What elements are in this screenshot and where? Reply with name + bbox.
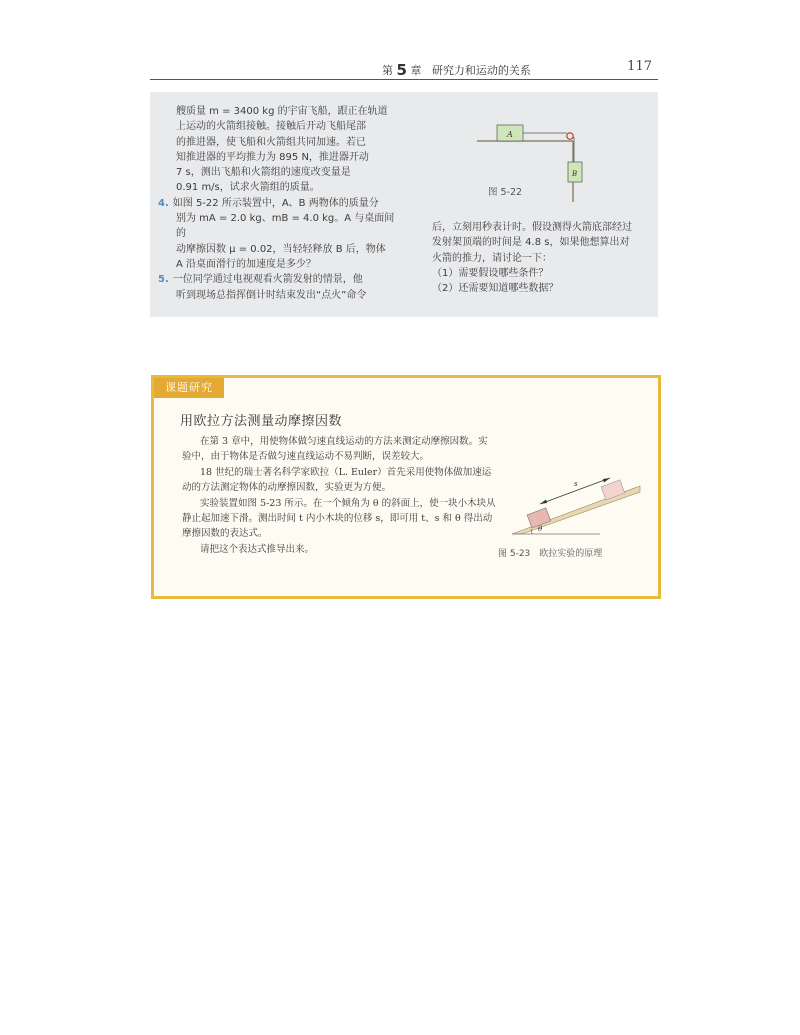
research-body xyxy=(182,434,496,557)
exercise-line: 的推进器，使飞船和火箭组共同加速。若已 xyxy=(176,136,366,148)
question-line: 动摩擦因数 μ = 0.02，当轻轻释放 B 后，物体 xyxy=(176,243,386,255)
page-header xyxy=(150,58,658,80)
fig-label-theta: θ xyxy=(538,525,543,533)
chapter-number: 5 xyxy=(396,61,407,79)
question-line: 一位同学通过电视观看火箭发射的情景，他 xyxy=(172,274,363,286)
research-box xyxy=(151,375,661,599)
research-tag: 课题研究 xyxy=(154,378,224,398)
question-line: A 沿桌面滑行的加速度是多少？ xyxy=(176,258,317,270)
fig-label-b: B xyxy=(572,170,578,178)
exercise-left-column xyxy=(158,104,400,303)
question-line: 发射架顶端的时间是 4.8 s，如果他想算出对 xyxy=(432,237,630,249)
research-paragraph: 实验装置如图 5-23 所示。在一个倾角为 θ 的斜面上，使一块小木块从静止起加速下滑。测出时间 t 内小木块的位移 s，即可用 t、s 和 θ 得出动摩擦因数的表达式。 xyxy=(182,497,496,540)
exercise-line: 0.91 m/s，试求火箭组的质量。 xyxy=(176,182,320,194)
exercise-line: 上运动的火箭组接触。接触后开动飞船尾部 xyxy=(176,121,366,133)
figure-5-22-caption: 图 5-22 xyxy=(488,187,523,198)
chapter-title: 研究力和运动的关系 xyxy=(431,64,531,77)
chapter-suffix: 章 xyxy=(410,64,422,77)
chapter-prefix: 第 xyxy=(382,64,393,77)
fig-label-s: s xyxy=(574,480,578,488)
question-line: 后，立刻用秒表计时。假设测得火箭底部经过 xyxy=(432,222,632,233)
exercise-line: 艘质量 m = 3400 kg 的宇宙飞船，跟正在轨道 xyxy=(176,106,388,117)
exercise-panel xyxy=(150,92,658,317)
question-line: 如图 5-22 所示装置中，A、B 两物体的质量分 xyxy=(172,197,379,209)
exercise-line: 知推进器的平均推力为 895 N，推进器开动 xyxy=(176,151,369,163)
chapter-heading xyxy=(382,61,531,79)
question-line: 别为 mA = 2.0 kg、mB = 4.0 kg。A 与桌面间的 xyxy=(176,213,395,240)
figure-5-23 xyxy=(510,468,642,540)
fig-label-a: A xyxy=(507,130,513,139)
research-paragraph: 18 世纪的瑞士著名科学家欧拉（L. Euler）首先采用使物体做加速运动的方法测定物体的动摩擦因数，实验更为方便。 xyxy=(182,466,492,494)
question-number: 5. xyxy=(158,274,169,286)
exercise-right-column xyxy=(432,220,652,296)
sub-item: （1）需要假设哪些条件？ xyxy=(432,267,549,279)
research-paragraph: 请把这个表达式推导出来。 xyxy=(200,543,315,555)
figure-5-22 xyxy=(475,107,590,217)
question-line: 听到现场总指挥倒计时结束发出“点火”命令 xyxy=(176,289,367,301)
question-line: 火箭的推力，请讨论一下： xyxy=(432,252,552,264)
exercise-line: 7 s，测出飞船和火箭组的速度改变量是 xyxy=(176,167,351,179)
page-number: 117 xyxy=(627,59,652,74)
research-paragraph: 在第 3 章中，用使物体做匀速直线运动的方法来测定动摩擦因数。实验中，由于物体是否做匀速直线运动不易判断，误差较大。 xyxy=(182,436,488,463)
figure-5-23-caption: 图 5-23 欧拉实验的原理 xyxy=(498,549,603,559)
header-rule xyxy=(150,79,658,80)
research-title: 用欧拉方法测量动摩擦因数 xyxy=(180,414,343,429)
question-number: 4. xyxy=(158,197,169,209)
sub-item: （2）还需要知道哪些数据？ xyxy=(432,283,559,295)
